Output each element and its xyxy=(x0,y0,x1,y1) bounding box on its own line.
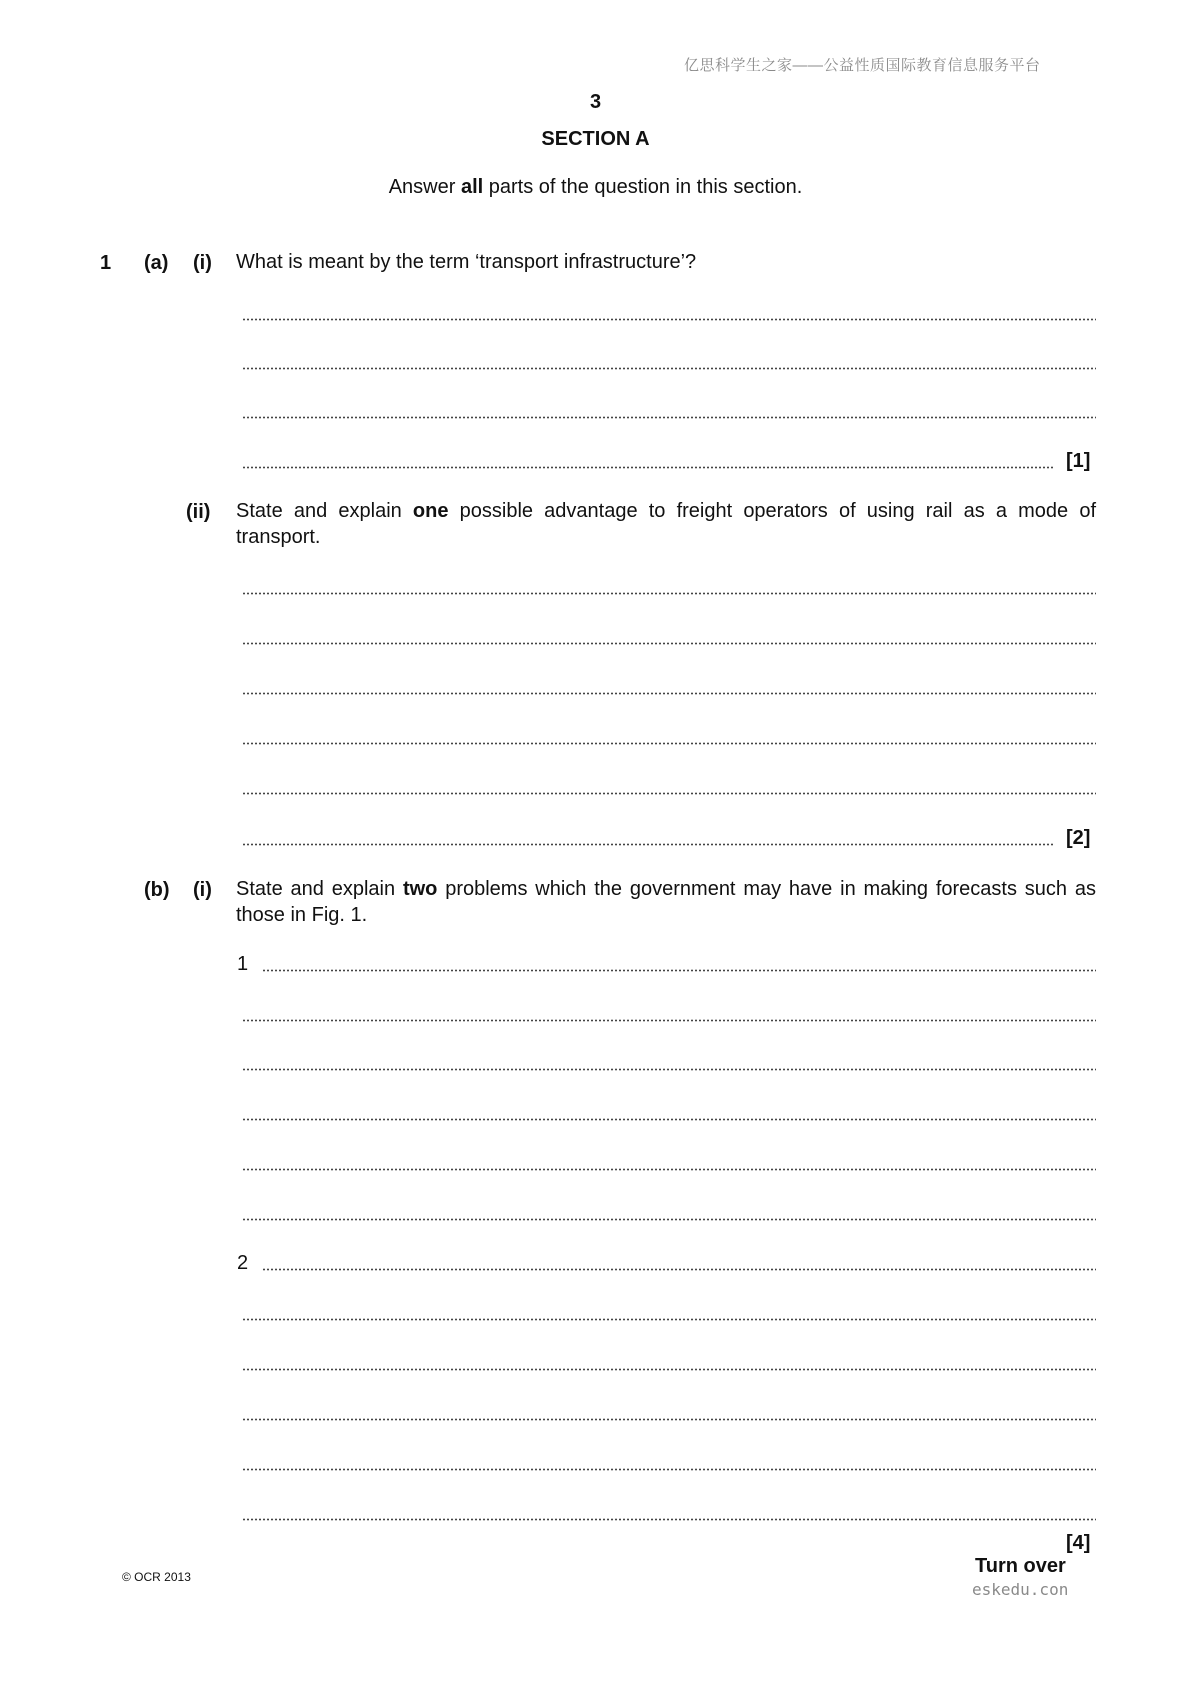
subpart-a-i-label: (i) xyxy=(193,252,212,274)
mark-a-i: [1] xyxy=(1066,450,1091,472)
answer-line[interactable] xyxy=(242,592,1096,595)
turn-over: Turn over xyxy=(975,1555,1066,1577)
answer-line[interactable] xyxy=(242,1068,1096,1071)
instruction xyxy=(0,176,1191,199)
question-a-i-text: What is meant by the term ‘transport infrastructure’? xyxy=(236,251,697,273)
instruction-text: Answer xyxy=(388,176,461,198)
question-b-i-emphasis: two xyxy=(402,878,438,900)
answer-line[interactable] xyxy=(262,969,1096,972)
question-a-ii-emphasis: one xyxy=(412,500,449,522)
watermark: 亿思科学生之家——公益性质国际教育信息服务平台 xyxy=(684,57,1041,74)
subpart-a-ii-label: (ii) xyxy=(186,501,211,523)
subpart-b-i-label: (i) xyxy=(193,879,212,901)
answer-line[interactable] xyxy=(242,367,1096,370)
answer-line[interactable] xyxy=(242,1318,1096,1321)
answer-line[interactable] xyxy=(242,1368,1096,1371)
answer-line[interactable] xyxy=(242,1168,1096,1171)
question-b-i-text-end: problems which the government may have in making forecasts such as those in Fig. 1. xyxy=(236,878,1096,926)
answer-line[interactable] xyxy=(242,692,1096,695)
question-b-i-text xyxy=(236,876,1096,928)
answer-line[interactable] xyxy=(242,318,1096,321)
part-b-label: (b) xyxy=(144,879,170,901)
mark-b-i: [4] xyxy=(1066,1532,1091,1554)
copyright: © OCR 2013 xyxy=(122,1570,191,1584)
answer-line[interactable] xyxy=(242,466,1054,469)
question-a-ii-text-start: State and explain xyxy=(236,500,413,522)
answer-line[interactable] xyxy=(242,1418,1096,1421)
answer-line[interactable] xyxy=(242,1118,1096,1121)
answer-line[interactable] xyxy=(262,1268,1096,1271)
site-watermark: eskedu.con xyxy=(972,1580,1069,1599)
answer-line[interactable] xyxy=(242,742,1096,745)
answer-line[interactable] xyxy=(242,1468,1096,1471)
section-title: SECTION A xyxy=(541,128,650,150)
answer-line[interactable] xyxy=(242,792,1096,795)
answer-line[interactable] xyxy=(242,843,1054,846)
answer-line[interactable] xyxy=(242,1218,1096,1221)
question-a-ii-text xyxy=(236,498,1096,550)
part-a-label: (a) xyxy=(144,252,169,274)
answer-line[interactable] xyxy=(242,1019,1096,1022)
instruction-emphasis: all xyxy=(460,176,484,198)
question-number: 1 xyxy=(100,252,112,274)
answer-line[interactable] xyxy=(242,416,1096,419)
mark-a-ii: [2] xyxy=(1066,827,1091,849)
question-b-i-text-start: State and explain xyxy=(236,878,403,900)
page-number: 3 xyxy=(589,91,602,113)
answer-number-1: 1 xyxy=(237,953,249,975)
answer-number-2: 2 xyxy=(237,1252,249,1274)
instruction-text-end: parts of the question in this section. xyxy=(483,176,803,198)
question-a-ii-text-end: possible advantage to freight operators of using rail as a mode of transport. xyxy=(236,500,1096,548)
answer-line[interactable] xyxy=(242,642,1096,645)
answer-line[interactable] xyxy=(242,1518,1096,1521)
